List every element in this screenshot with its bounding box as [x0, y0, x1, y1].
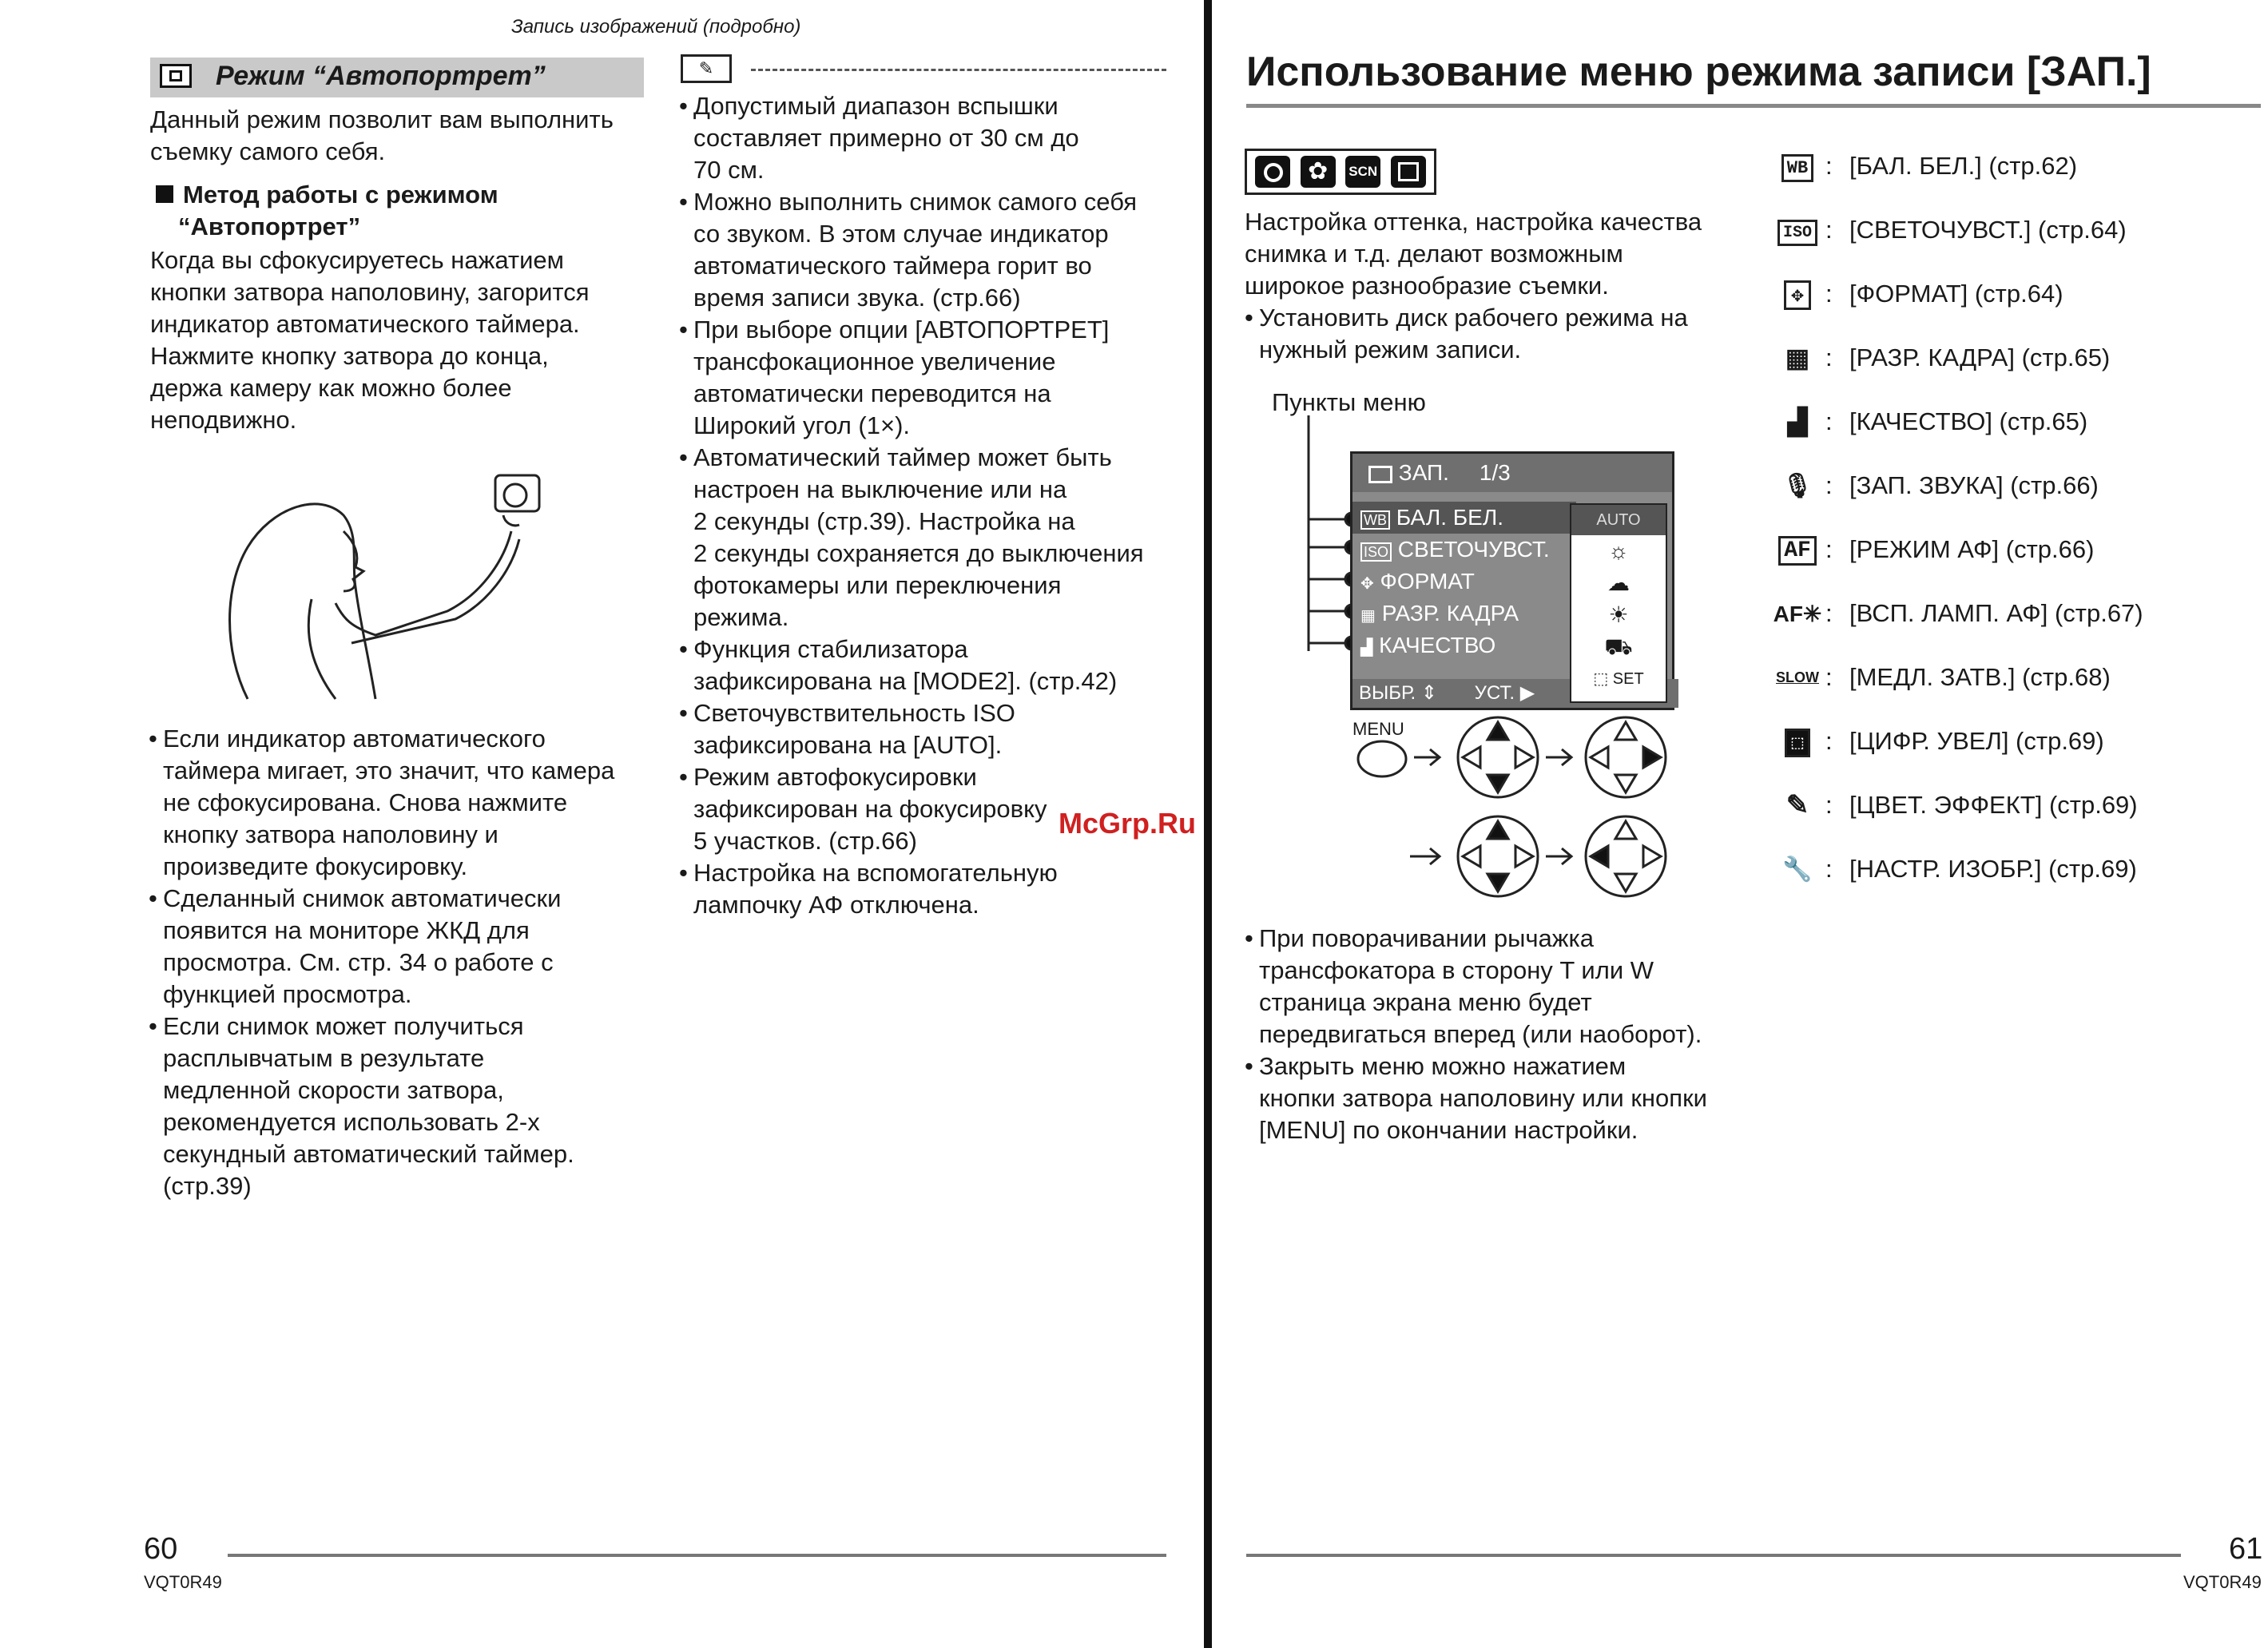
bullet: • Автоматический таймер может быть настроен на выключение или на 2 секунды (стр.39). Настройка на 2 секунды сохраняется до выключения фотокамеры или переключения режима. — [679, 442, 1190, 633]
mode-icons — [1245, 149, 1436, 195]
aspect-ratio-icon: ✥ — [1770, 279, 1825, 310]
camera-icon — [1255, 156, 1290, 188]
iso-icon: ISO — [1770, 214, 1825, 246]
submenu-icon[interactable]: ☁ — [1607, 570, 1630, 595]
color-effect-icon: ✎ — [1785, 790, 1809, 820]
footer-rule-left — [228, 1554, 1166, 1557]
screen-header: ЗАП. 1/3 — [1352, 454, 1672, 492]
wrench-icon: 🔧 — [1782, 856, 1813, 883]
method-text: Когда вы сфокусируетесь нажатием кнопки затвора наполовину, загорится индикатор автоматического таймера. Нажмите кнопку затвора до конца, держа камеру как можно более неподвижно. — [150, 246, 590, 434]
menu-button-label: MENU — [1352, 719, 1404, 739]
menu-list-item: AF✳ : [ВСП. ЛАМП. АФ] (стр.67) — [1770, 582, 2249, 645]
menu-list — [1770, 134, 2249, 901]
menu-list-item: 🎙 : [ЗАП. ЗВУКА] (стр.66) — [1770, 454, 2249, 518]
bullet: • Если индикатор автоматического таймера мигает, это значит, что камера не сфокусирована. Снова нажмите кнопку затвора наполовину и произведите фокусировку. — [149, 723, 660, 883]
menu-list-item: ✎ : [ЦВЕТ. ЭФФЕКТ] (стр.69) — [1770, 773, 2249, 837]
menu-list-item: ▦ : [РАЗР. КАДРА] (стр.65) — [1770, 326, 2249, 390]
camera-tab-icon — [1368, 466, 1392, 483]
section-title: Режим “Автопортрет” — [216, 61, 546, 91]
page-number-left: 60 — [144, 1532, 178, 1566]
intro-text: Данный режим позволит вам выполнить съемку самого себя. — [150, 105, 614, 165]
bullet: • При поворачивании рычажка трансфокатора в сторону T или W страница экрана меню будет передвигаться вперед (или наоборот). — [1245, 923, 1788, 1050]
submenu-icon[interactable]: ☼ — [1608, 538, 1629, 563]
page-number-right: 61 — [2229, 1532, 2263, 1566]
macro-icon: ✿ — [1301, 156, 1336, 188]
watermark: McGrp.Ru — [1059, 807, 1197, 840]
bullet: • Закрыть меню можно нажатием кнопки затвора наполовину или кнопки [MENU] по окончании настройки. — [1245, 1050, 1788, 1146]
page-spine — [1204, 0, 1212, 1648]
section-header — [150, 58, 644, 97]
menu-list-item: WB : [БАЛ. БЕЛ.] (стр.62) — [1770, 134, 2249, 198]
menu-list-item: ⬚ : [ЦИФР. УВЕЛ] (стр.69) — [1770, 709, 2249, 773]
menu-list-item: AF : [РЕЖИМ АФ] (стр.66) — [1770, 518, 2249, 582]
method-heading: Метод работы с режимом “Автопортрет” — [156, 179, 498, 243]
menu-list-item: ISO : [СВЕТОЧУВСТ.] (стр.64) — [1770, 198, 2249, 262]
submenu-icon[interactable]: ⛟ — [1604, 634, 1633, 659]
self-portrait-illustration — [216, 459, 583, 707]
digital-zoom-icon: ⬚ — [1770, 726, 1825, 757]
bullet: • Если снимок может получиться расплывчатым в результате медленной скорости затвора, рекомендуется использовать 2-х секундный автоматический таймер. (стр.39) — [149, 1011, 660, 1202]
left-bullets-col1 — [149, 723, 660, 1202]
running-header: Запись изображений (подробно) — [511, 16, 801, 38]
bullet: • При выборе опции [АВТОПОРТРЕТ] трансфокационное увеличение автоматически переводится на Широкий угол (1×). — [679, 314, 1190, 442]
footer-rule-right — [1246, 1554, 2181, 1557]
screen-row[interactable]: ISO СВЕТОЧУВСТ. — [1352, 534, 1672, 566]
bullet: • Настройка на вспомогательную лампочку АФ отключена. — [679, 857, 1190, 921]
af-mode-icon: AF — [1770, 534, 1825, 566]
model-code-right: VQT0R49 — [2183, 1572, 2262, 1592]
picture-size-icon: ▦ — [1785, 343, 1810, 372]
right-intro: Настройка оттенка, настройка качества снимка и т.д. делают возможным широкое разнообразие съемки. • Установить диск рабочего режима на нужный режим записи. — [1245, 206, 1772, 366]
microphone-icon: 🎙 — [1781, 472, 1813, 499]
screen-row-selected[interactable]: WB БАЛ. БЕЛ. — [1352, 502, 1576, 534]
camera-menu-screen — [1350, 451, 1674, 710]
right-bottom-bullets — [1245, 923, 1788, 1146]
bullet: • Можно выполнить снимок самого себя со звуком. В этом случае индикатор автоматического таймера горит во время записи звука. (стр.66) — [679, 186, 1190, 314]
submenu-icon[interactable]: ☀ — [1608, 602, 1629, 627]
screen-row[interactable]: ▦ РАЗР. КАДРА — [1360, 601, 1519, 625]
model-code-left: VQT0R49 — [144, 1572, 222, 1592]
movie-icon — [1391, 156, 1426, 188]
screen-row[interactable]: ✥ ФОРМАТ — [1360, 569, 1475, 594]
bullet: • Режим автофокусировки зафиксирован на фокусировку 5 участков. (стр.66) — [679, 761, 1190, 857]
note-icon: ✎ — [681, 54, 732, 83]
screen-row[interactable]: ▟ КАЧЕСТВО — [1360, 633, 1496, 657]
menu-list-item: SLOW : [МЕДЛ. ЗАТВ.] (стр.68) — [1770, 645, 2249, 709]
af-lamp-icon: AF✳ — [1773, 601, 1822, 626]
navigation-diagram — [1350, 711, 1686, 903]
menu-list-item: 🔧 : [НАСТР. ИЗОБР.] (стр.69) — [1770, 837, 2249, 901]
bullet: • Установить диск рабочего режима на нужный режим записи. — [1245, 302, 1772, 366]
menu-items-label: Пункты меню — [1272, 388, 1426, 416]
screen-submenu: AUTO ☼ ☁ ☀ ⛟ ⬚ SET — [1570, 503, 1667, 703]
bullet: • Светочувствительность ISO зафиксирована на [AUTO]. — [679, 697, 1190, 761]
bullet: • Допустимый диапазон вспышки составляет примерно от 30 см до 70 см. — [679, 90, 1190, 186]
portrait-mode-icon — [160, 64, 192, 88]
menu-list-item: ✥ : [ФОРМАТ] (стр.64) — [1770, 262, 2249, 326]
menu-list-item: ▟ : [КАЧЕСТВО] (стр.65) — [1770, 390, 2249, 454]
title-underline — [1246, 104, 2261, 108]
note-divider — [751, 69, 1166, 71]
page-title: Использование меню режима записи [ЗАП.] — [1246, 49, 2151, 95]
screen-footer: ВЫБР. ⇕ УСТ. ▶ — [1352, 679, 1678, 708]
white-balance-icon: WB — [1770, 150, 1825, 182]
quality-icon: ▟ — [1787, 407, 1808, 436]
left-bullets-col2 — [679, 90, 1190, 921]
scn-icon: SCN — [1345, 156, 1380, 188]
bullet: • Сделанный снимок автоматически появится на мониторе ЖКД для просмотра. См. стр. 34 о работе с функцией просмотра. — [149, 883, 660, 1011]
slow-shutter-icon: SLOW — [1776, 669, 1819, 685]
bullet: • Функция стабилизатора зафиксирована на [MODE2]. (стр.42) — [679, 633, 1190, 697]
